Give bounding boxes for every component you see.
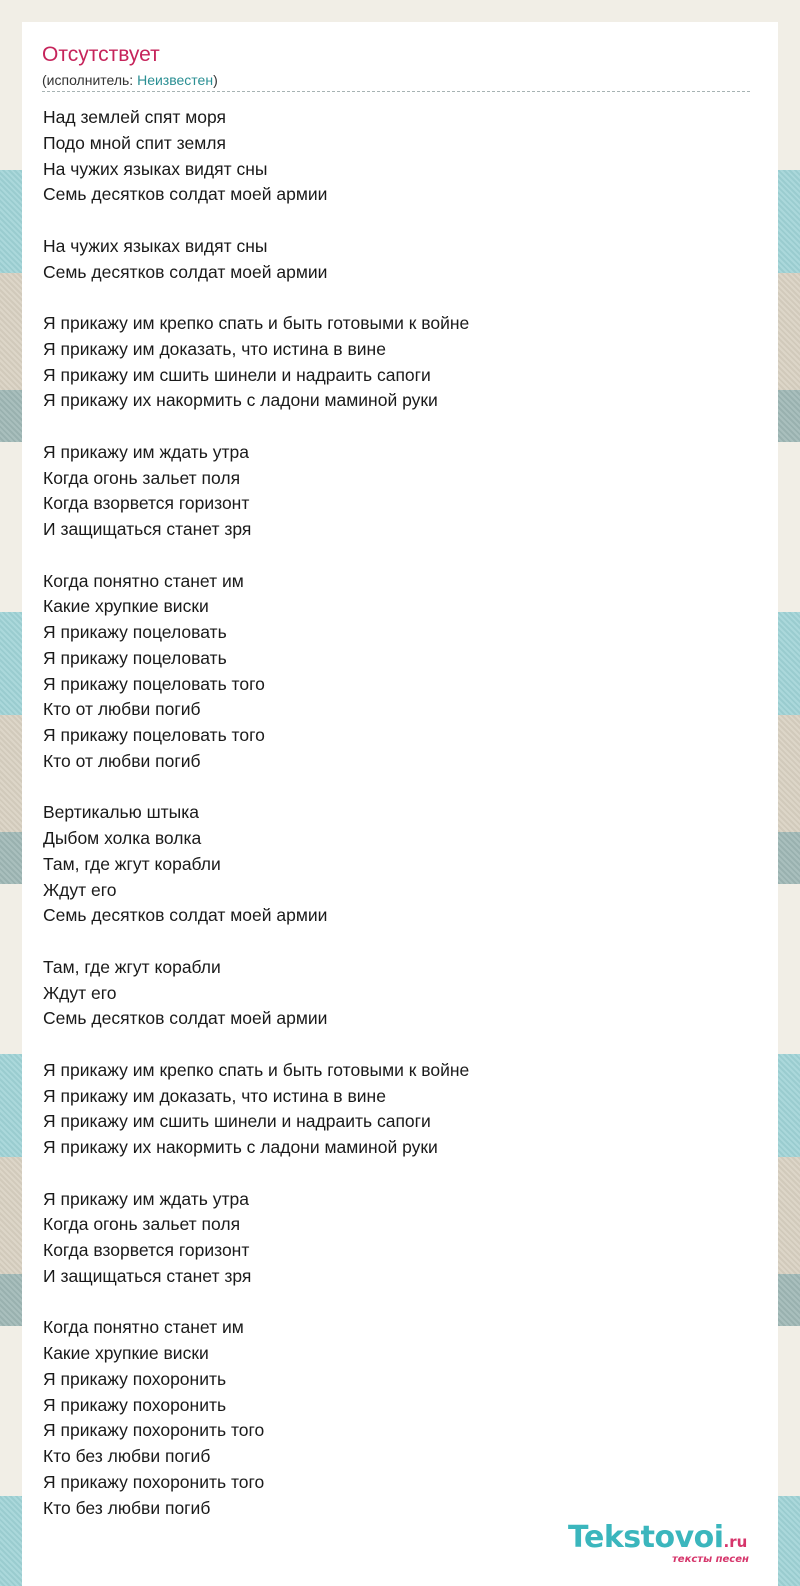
lyrics-line: Семь десятков солдат моей армии [43, 261, 328, 282]
artist-line [42, 71, 218, 89]
lyrics-line: Я прикажу им доказать, что истина в вине [43, 338, 386, 359]
lyrics-line: Семь десятков солдат моей армии [43, 184, 328, 205]
lyrics-text [43, 105, 743, 1521]
lyrics-line: Я прикажу им крепко спать и быть готовыми к войне [43, 313, 470, 333]
lyrics-blank-line [43, 1290, 743, 1316]
song-title: Отсутствует [42, 43, 160, 66]
lyrics-line: Когда понятно станет им [43, 1317, 244, 1338]
lyrics-line: Ждут его [43, 982, 117, 1003]
lyrics-line: Я прикажу похоронить того [43, 1471, 265, 1492]
lyrics-line: Дыбом холка волка [43, 828, 202, 848]
lyrics-blank-line [43, 775, 743, 801]
lyrics-line: Когда огонь зальет поля [43, 467, 241, 488]
lyrics-blank-line [43, 414, 743, 440]
lyrics-line: На чужих языках видят сны [43, 235, 268, 256]
lyrics-line: Я прикажу их накормить с ладони маминой руки [43, 1137, 438, 1157]
lyrics-line: Я прикажу поцеловать [43, 622, 227, 642]
lyrics-line: Когда понятно станет им [43, 570, 244, 591]
lyrics-line: Там, где жгут корабли [43, 956, 221, 977]
lyrics-line: И защищаться станет зря [43, 519, 252, 539]
lyrics-line: Кто без любви погиб [43, 1446, 211, 1466]
lyrics-line: Я прикажу им ждать утра [43, 441, 249, 462]
artist-link[interactable]: Неизвестен [137, 72, 214, 88]
lyrics-line: Я прикажу похоронить [43, 1394, 227, 1415]
artist-prefix: (исполнитель: [42, 72, 138, 88]
lyrics-line: Я прикажу им доказать, что истина в вине [43, 1085, 386, 1106]
artist-suffix: ) [213, 72, 218, 88]
lyrics-line: Какие хрупкие виски [43, 1343, 209, 1363]
lyrics-line: Кто от любви погиб [43, 750, 201, 771]
lyrics-line: Семь десятков солдат моей армии [43, 1008, 328, 1029]
lyrics-line: Я прикажу им сшить шинели и надраить сапоги [43, 1111, 431, 1132]
lyrics-line: Вертикалью штыка [43, 802, 200, 823]
lyrics-line: Кто от любви погиб [43, 699, 201, 720]
lyrics-line: Я прикажу поцеловать [43, 647, 227, 668]
logo-name: Tekstovoi [568, 1520, 724, 1555]
lyrics-line: Семь десятков солдат моей армии [43, 905, 328, 926]
lyrics-line: Я прикажу похоронить того [43, 1420, 265, 1441]
lyrics-line: Когда взорвется горизонт [43, 1240, 250, 1260]
lyrics-card [22, 22, 778, 1586]
lyrics-line: Я прикажу поцеловать того [43, 725, 265, 745]
lyrics-line: На чужих языках видят сны [43, 158, 268, 179]
site-logo[interactable] [568, 1520, 778, 1570]
lyrics-line: Я прикажу им ждать утра [43, 1188, 249, 1209]
logo-tld: .ru [723, 1533, 748, 1551]
lyrics-line: Кто без любви погиб [43, 1497, 211, 1518]
lyrics-line: Ждут его [43, 879, 117, 900]
lyrics-line: Когда взорвется горизонт [43, 493, 250, 514]
lyrics-line: И защищаться станет зря [43, 1265, 252, 1286]
lyrics-line: Над землей спят моря [43, 107, 226, 127]
lyrics-line: Когда огонь зальет поля [43, 1214, 241, 1235]
lyrics-line: Я прикажу их накормить с ладони маминой руки [43, 390, 438, 411]
lyrics-blank-line [43, 929, 743, 955]
lyrics-line: Подо мной спит земля [43, 132, 226, 153]
lyrics-blank-line [43, 1161, 743, 1187]
lyrics-line: Какие хрупкие виски [43, 596, 209, 617]
lyrics-blank-line [43, 1032, 743, 1058]
logo-tagline: тексты песен [672, 1554, 749, 1565]
lyrics-blank-line [43, 285, 743, 311]
lyrics-blank-line [43, 543, 743, 569]
lyrics-line: Я прикажу им крепко спать и быть готовыми к войне [43, 1059, 470, 1080]
lyrics-line: Я прикажу им сшить шинели и надраить сапоги [43, 364, 431, 385]
lyrics-line: Я прикажу поцеловать того [43, 673, 265, 694]
lyrics-line: Там, где жгут корабли [43, 853, 221, 874]
lyrics-blank-line [43, 208, 743, 234]
lyrics-line: Я прикажу похоронить [43, 1368, 227, 1389]
title-divider [42, 91, 750, 92]
